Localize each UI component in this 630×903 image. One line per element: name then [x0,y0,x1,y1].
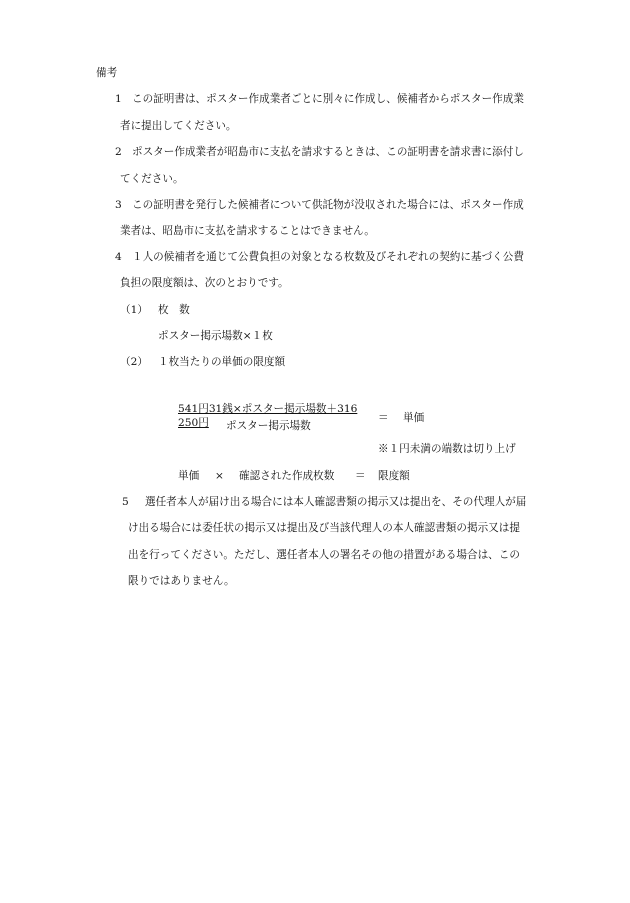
item-text: 者に提出してください。 [120,120,237,132]
subitem-label: １枚当たりの単価の限度額 [158,356,286,368]
fraction-numerator: 541円31銭×ポスター掲示場数＋316 [178,403,358,415]
calc-times: × [215,470,224,482]
calc-count: 確認された作成枚数 [239,470,335,482]
subitem-label: 枚 数 [158,304,190,316]
item-number: 1 [115,93,122,105]
item-text: ポスター作成業者が昭島市に支払を請求するときは、この証明書を請求書に添付し [132,146,524,158]
item-number: 3 [115,199,122,211]
fraction-numerator-continued: 250円 [178,417,209,429]
item-text: 業者は、昭島市に支払を請求することはできません。 [120,225,375,237]
item-text: この証明書は、ポスター作成業者ごとに別々に作成し、候補者からポスター作成業 [132,93,524,105]
item-text: １人の候補者を通じて公費負担の対象となる枚数及びそれぞれの契約に基づく公費 [132,251,524,263]
item-number: 2 [115,146,122,158]
item-text: てください。 [120,173,184,185]
formula-text: ポスター掲示場数×１枚 [158,330,273,342]
fraction-denominator: ポスター掲示場数 [226,420,311,432]
subitem-number: （1） [120,304,148,316]
item-text: 限りではありません。 [128,575,235,587]
item-text: け出る場合には委任状の掲示又は提出及び当該代理人の本人確認書類の掲示又は提 [128,522,520,534]
rounding-note: ※１円未満の端数は切り上げ [378,443,516,455]
item-number: 4 [115,251,122,263]
item-text: この証明書を発行した候補者について供託物が没収された場合には、ポスター作成 [132,199,524,211]
subitem-number: （2） [120,356,148,368]
result-label: 単価 [403,412,425,424]
equals-sign: ＝ [378,412,389,424]
calc-unit: 単価 [178,470,200,482]
calc-result: 限度額 [378,470,410,482]
item-number: 5 [122,496,129,508]
item-text: 選任者本人が届け出る場合には本人確認書類の掲示又は提出を、その代理人が届 [145,496,527,508]
item-text: 出を行ってください。ただし、選任者本人の署名その他の措置がある場合は、この [128,549,520,561]
calc-equals: ＝ [355,470,366,482]
item-text: 負担の限度額は、次のとおりです。 [120,277,289,289]
section-title: 備考 [96,67,118,79]
